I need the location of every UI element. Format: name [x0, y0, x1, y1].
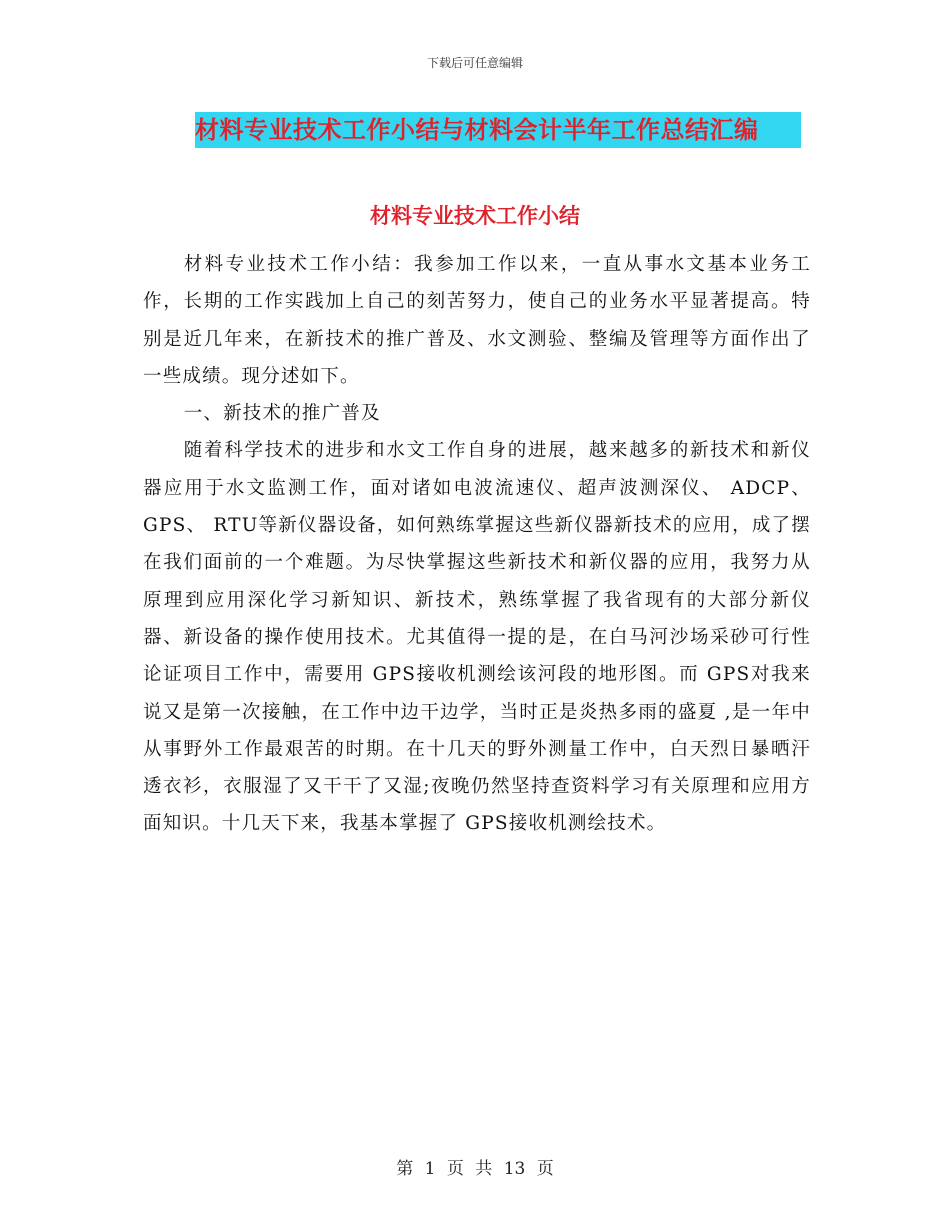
page-number: 第 1 页 共 13 页 [396, 1159, 554, 1179]
document-body [143, 246, 811, 843]
header-note: 下载后可任意编辑 [426, 56, 523, 70]
paragraph-heading: 一、新技术的推广普及 [183, 403, 381, 425]
main-title-highlight [195, 112, 801, 148]
paragraph-intro: 材料专业技术工作小结：我参加工作以来，一直从事水文基本业务工作，长期的工作实践加上自己的刻苦努力，使自己的业务水平显著提高。特别是近几年来，在新技术的推广普及、水文测验、整编及管理等方面作出了一些成绩。现分述如下。 [143, 254, 811, 387]
section-title: 材料专业技术工作小结 [370, 204, 580, 228]
paragraph-main: 随着科学技术的进步和水文工作自身的进展，越来越多的新技术和新仪器应用于水文监测工作，面对诸如电波流速仪、超声波测深仪、 ADCP、 GPS、 RTU等新仪器设备，如何熟练掌握这些新仪器新技术的应用，成了摆在我们面前的一个难题。为尽快掌握这些新技术和新仪器的应用，我努力从原理到应用深化学习新知识、新技术，熟练掌握了我省现有的大部分新仪器、新设备的操作使用技术。尤其值得一提的是，在白马河沙场采砂可行性论证项目工作中，需要用 GPS接收机测绘该河段的地形图。而 GPS对我来说又是第一次接触，在工作中边干边学，当时正是炎热多雨的盛夏 ,是一年中从事野外工作最艰苦的时期。在十几天的野外测量工作中，白天烈日暴晒汗透衣衫，衣服湿了又干干了又湿;夜晚仍然坚持查资料学习有关原理和应用方面知识。十几天下来，我基本掌握了 GPS接收机测绘技术。 [143, 440, 811, 835]
document-title: 材料专业技术工作小结与材料会计半年工作总结汇编 [195, 116, 759, 144]
